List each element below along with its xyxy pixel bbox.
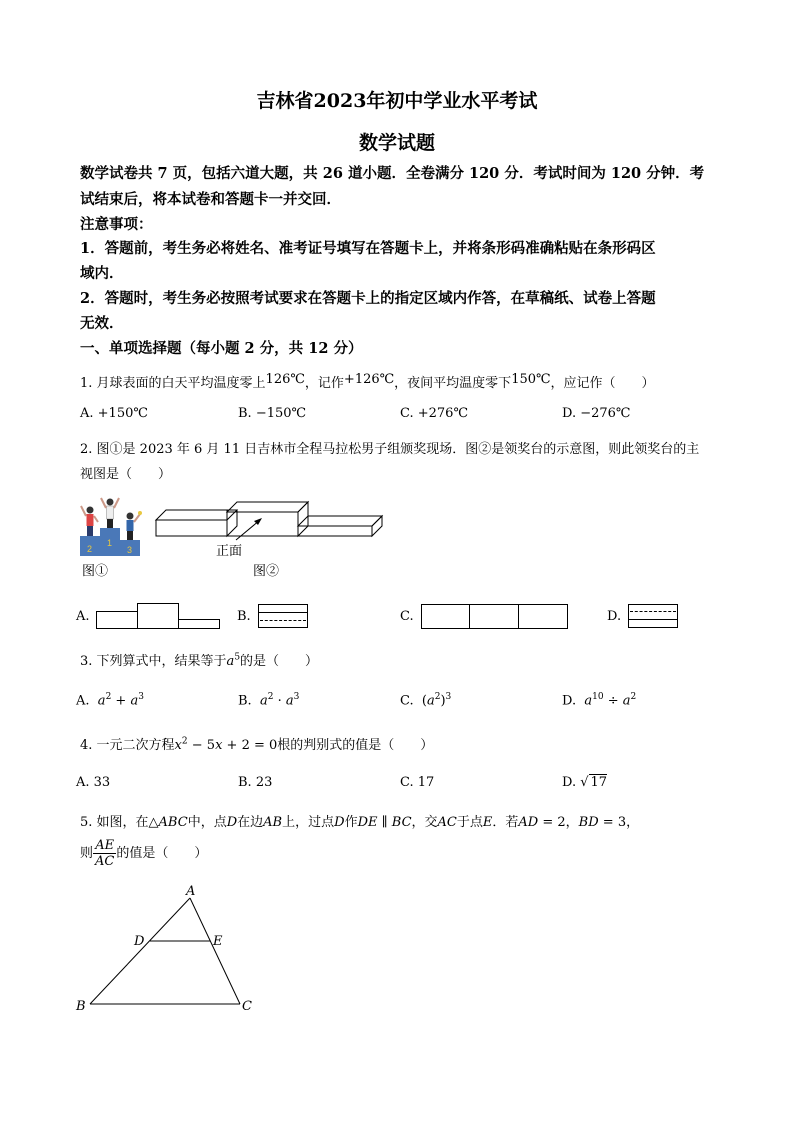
q5-point-e: E [482, 815, 493, 830]
q3-option-c[interactable] [400, 692, 451, 708]
question-1-stem [80, 372, 655, 391]
q3-b-exp-1: 2 [267, 692, 274, 702]
q5-ad-value: = 2， [538, 815, 579, 830]
left-block-top [156, 510, 237, 520]
question-2-line-2: 视图是（ ） [80, 467, 172, 482]
q3-a-operator: + [111, 693, 131, 709]
q4-stem-start: 4. 一元二次方程 [80, 738, 175, 753]
q1-part-4: ，应记作（ ） [550, 376, 655, 391]
q5-segment-ab: AB [263, 815, 283, 830]
center-block-front [227, 512, 298, 536]
q5-text-4: 上，过点 [282, 815, 335, 830]
q1-value-1: 126℃ [265, 372, 305, 387]
q3-c-label: C. [400, 693, 414, 709]
point-d-label: D [134, 934, 145, 949]
q5-segment-ac: AC [437, 815, 457, 830]
center-block-top [227, 502, 308, 512]
q3-a-exp-2: 3 [138, 692, 144, 702]
figure-2-caption: 图② [253, 564, 280, 579]
q3-b-var-2: a [285, 693, 294, 709]
q5-fraction [93, 838, 116, 869]
q4-eq-x2: x [215, 738, 223, 753]
q3-option-d[interactable] [562, 692, 636, 708]
q5-ad: AD [518, 815, 539, 830]
q2-option-b-label[interactable]: B. [237, 609, 251, 624]
front-label: 正面 [216, 544, 243, 559]
q5-parallel: ∥ [377, 815, 392, 830]
left-block-front [156, 520, 227, 536]
q3-c-exp: 2 [434, 692, 441, 702]
q3-a-label: A. [76, 693, 90, 709]
q3-d-operator: ÷ [603, 693, 623, 709]
athlete-figure-1 [101, 498, 119, 528]
q1-option-a[interactable]: A. +150℃ [80, 406, 148, 421]
q2-d-solid-line [628, 619, 678, 620]
q3-d-exp-2: 2 [630, 692, 637, 702]
q3-b-var-1: a [259, 693, 268, 709]
q1-part-1: 1. 月球表面的白天平均温度零上 [80, 376, 266, 391]
q2-option-d-label[interactable]: D. [607, 609, 622, 624]
q5-fraction-denominator: AC [95, 854, 115, 869]
q5-text-8: ．若 [492, 815, 519, 830]
q3-d-var-1: a [584, 693, 593, 709]
q2-a-center-rect [137, 603, 179, 629]
q2-d-rect [628, 604, 678, 628]
q5-segment-bc: BC [391, 815, 412, 830]
q4-option-b[interactable]: B. 23 [238, 775, 273, 790]
q2-b-solid-line [258, 612, 308, 613]
point-e-label: E [213, 934, 223, 949]
intro-line-2: 试结束后，将本试卷和答题卡一并交回． [80, 191, 341, 208]
q4-stem-end: 根的判别式的值是（ ） [277, 738, 434, 753]
q3-c-close-paren: ) [440, 693, 446, 709]
q3-stem-var: a [226, 654, 235, 669]
right-block-side [372, 516, 382, 536]
q5-segment-de: DE [357, 815, 378, 830]
q5-text-2: 中，点 [187, 815, 227, 830]
side-ab [90, 898, 190, 1004]
q5-bd: BD [578, 815, 599, 830]
q3-option-a[interactable] [76, 692, 144, 708]
q1-part-3: ，夜间平均温度零下 [394, 376, 512, 391]
q1-option-c[interactable]: C. +276℃ [400, 406, 468, 421]
q1-option-d[interactable]: D. −276℃ [562, 406, 631, 421]
q3-d-exp-1: 10 [592, 692, 604, 702]
intro-line-1: 数学试卷共 7 页，包括六道大题，共 26 道小题．全卷满分 120 分．考试时间为 120 分钟．考 [80, 165, 705, 182]
figure-1-caption: 图① [82, 564, 109, 579]
center-block-side [298, 502, 308, 536]
q1-part-2: ，记作 [304, 376, 344, 391]
q3-stem-end: 的是（ ） [240, 654, 319, 669]
q3-c-var: a [426, 693, 435, 709]
podium-number-2: 2 [87, 544, 93, 554]
q5-text-5: 作 [344, 815, 358, 830]
q4-d-label: D. [562, 775, 581, 790]
question-5-line-1 [80, 811, 639, 830]
right-block-front [298, 526, 372, 536]
q3-stem-exp: 5 [234, 652, 241, 663]
vertex-a-label: A [186, 884, 196, 899]
side-ac [190, 898, 240, 1004]
triangle-figure [70, 880, 270, 1015]
q4-d-radicand: 17 [590, 775, 608, 790]
q3-option-b[interactable] [238, 692, 299, 708]
q5-bd-value: = 3， [598, 815, 640, 830]
q5-point-d-2: D [334, 815, 345, 830]
vertex-c-label: C [242, 999, 252, 1014]
q3-b-label: B. [238, 693, 252, 709]
q4-option-a[interactable]: A. 33 [76, 775, 111, 790]
q5-point-d: D [226, 815, 238, 830]
left-block-side [227, 510, 237, 536]
q3-b-operator: · [273, 693, 286, 709]
podium-number-3: 3 [127, 545, 133, 555]
q2-b-rect [258, 604, 308, 628]
exam-title: 吉林省2023年初中学业水平考试 [256, 90, 538, 112]
vertex-b-label: B [76, 999, 86, 1014]
q5-line-2-end: 的值是（ ） [116, 846, 208, 861]
notice-2-line-2: 无效． [80, 315, 124, 332]
q3-d-label: D. [562, 693, 577, 709]
q3-d-var-2: a [622, 693, 631, 709]
q2-c-right-rect [518, 604, 568, 629]
q3-a-exp-1: 2 [105, 692, 112, 702]
q1-option-b[interactable]: B. −150℃ [238, 406, 307, 421]
q5-text-1: 5. 如图，在 [80, 815, 149, 830]
q5-fraction-numerator: AE [93, 838, 116, 854]
q4-eq-end: + 2 = 0 [222, 738, 278, 753]
q3-stem-text: 3. 下列算式中，结果等于 [80, 654, 227, 669]
q4-eq-mid: − 5 [187, 738, 216, 753]
q4-d-root-sign: √ [580, 775, 589, 790]
athlete-figure-2 [81, 506, 98, 536]
q5-text-7: 于点 [456, 815, 483, 830]
question-5-line-2 [80, 838, 207, 869]
q3-b-exp-2: 3 [293, 692, 300, 702]
notice-2-line-1: 2．答题时，考生务必按照考试要求在答题卡上的指定区域内作答，在草稿纸、试卷上答题 [80, 290, 656, 307]
q4-option-c[interactable]: C. 17 [400, 775, 435, 790]
notice-title: 注意事项： [80, 216, 153, 233]
q2-d-dashed-line [630, 611, 676, 612]
q3-c-outer-exp: 3 [445, 692, 452, 702]
q4-eq-exp: 2 [181, 736, 188, 747]
q4-option-d[interactable] [562, 775, 607, 790]
q3-a-var-2: a [130, 693, 139, 709]
podium-number-1: 1 [107, 538, 113, 548]
q2-c-left-rect [421, 604, 470, 629]
q1-value-3: 150℃ [511, 372, 551, 387]
q2-c-center-rect [469, 604, 519, 629]
q5-text-3: 在边 [237, 815, 264, 830]
q5-text-6: ，交 [411, 815, 438, 830]
q2-option-c-label[interactable]: C. [400, 609, 414, 624]
notice-1-line-1: 1．答题前，考生务必将姓名、准考证号填写在答题卡上，并将条形码准确粘贴在条形码区 [80, 240, 656, 257]
q4-eq-x1: x [174, 738, 182, 753]
athlete-figure-3 [127, 511, 143, 540]
q3-c-open-paren: ( [421, 693, 427, 709]
question-2-line-1: 2. 图①是 2023 年 6 月 11 日吉林市全程马拉松男子组颁奖现场．图②是领奖台的示意图，则此领奖台的主 [80, 442, 700, 457]
podium-schematic-figure [150, 496, 390, 566]
right-block-top [298, 516, 382, 526]
section-1-heading: 一、单项选择题（每小题 2 分，共 12 分） [80, 340, 363, 357]
q2-a-right-rect [178, 619, 220, 629]
podium-photo-figure [78, 496, 144, 560]
notice-1-line-2: 域内． [80, 265, 124, 282]
q2-b-dashed-line [260, 620, 306, 621]
q2-a-left-rect [96, 611, 138, 629]
question-4-stem [80, 734, 433, 753]
exam-subtitle: 数学试题 [358, 132, 435, 154]
question-3-stem [80, 650, 318, 669]
q2-option-a-label[interactable]: A. [76, 609, 90, 624]
q5-line-2-start: 则 [80, 846, 94, 861]
q3-a-var-1: a [97, 693, 106, 709]
q5-triangle: △ABC [148, 815, 188, 830]
q1-value-2: +126℃ [343, 372, 395, 387]
